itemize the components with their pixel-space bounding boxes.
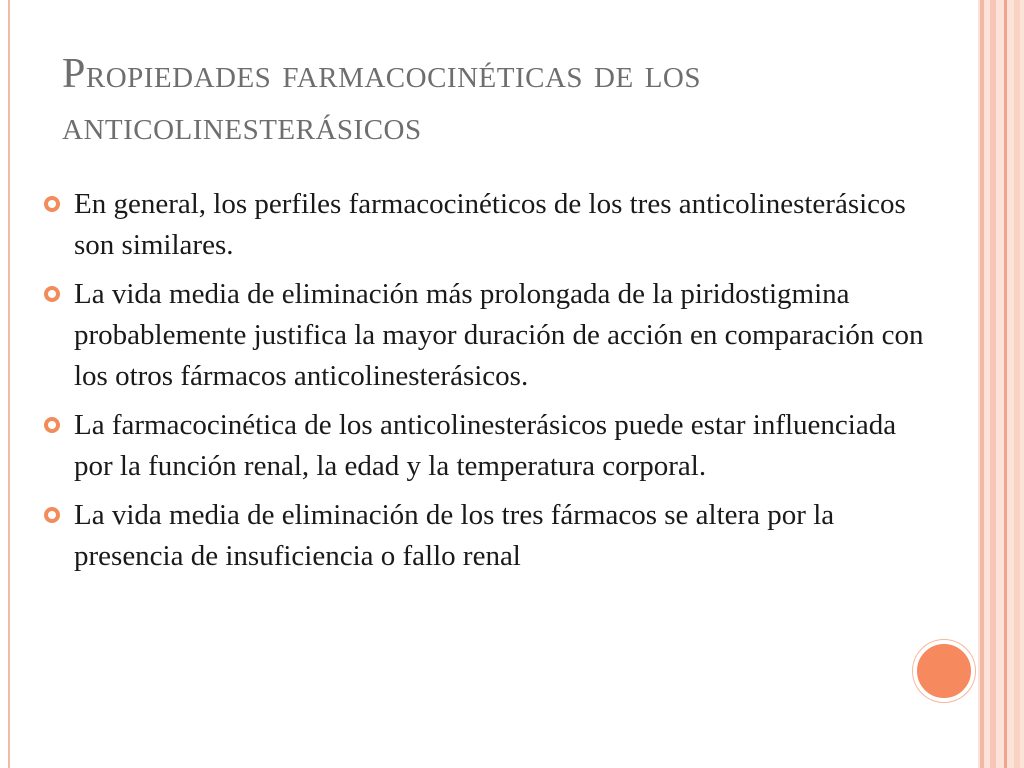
right-decor-stripe: [1014, 0, 1020, 768]
bullet-text: La farmacocinética de los anticolinesterásicos puede estar influenciada por la función renal, la edad y la temperatura corporal.: [74, 409, 897, 482]
bullet-circle-icon: [44, 507, 60, 523]
list-item: [44, 274, 924, 397]
right-decor-stripe: [1004, 0, 1007, 768]
right-decor-stripe: [990, 0, 996, 768]
left-border-line: [8, 0, 10, 768]
bullet-circle-icon: [44, 286, 60, 302]
bullet-text: En general, los perfiles farmacocinéticos de los tres anticolinesterásicos son similares.: [74, 188, 906, 261]
bullet-text: La vida media de eliminación de los tres fármacos se altera por la presencia de insuficiencia o fallo renal: [74, 499, 835, 572]
bullet-circle-icon: [44, 196, 60, 212]
orange-circle-icon: [913, 640, 975, 702]
bullet-circle-icon: [44, 417, 60, 433]
slide-title: Propiedades farmacocinéticas de los anticolinesterásicos: [62, 51, 701, 149]
bullet-text: La vida media de eliminación más prolongada de la piridostigmina probablemente justifica la mayor duración de acción en comparación con los otros fármacos anticolinesterásicos.: [74, 278, 924, 392]
bullet-list: [44, 184, 924, 585]
list-item: [44, 184, 924, 266]
list-item: [44, 495, 924, 577]
right-decor-stripe: [980, 0, 984, 768]
list-item: [44, 405, 924, 487]
